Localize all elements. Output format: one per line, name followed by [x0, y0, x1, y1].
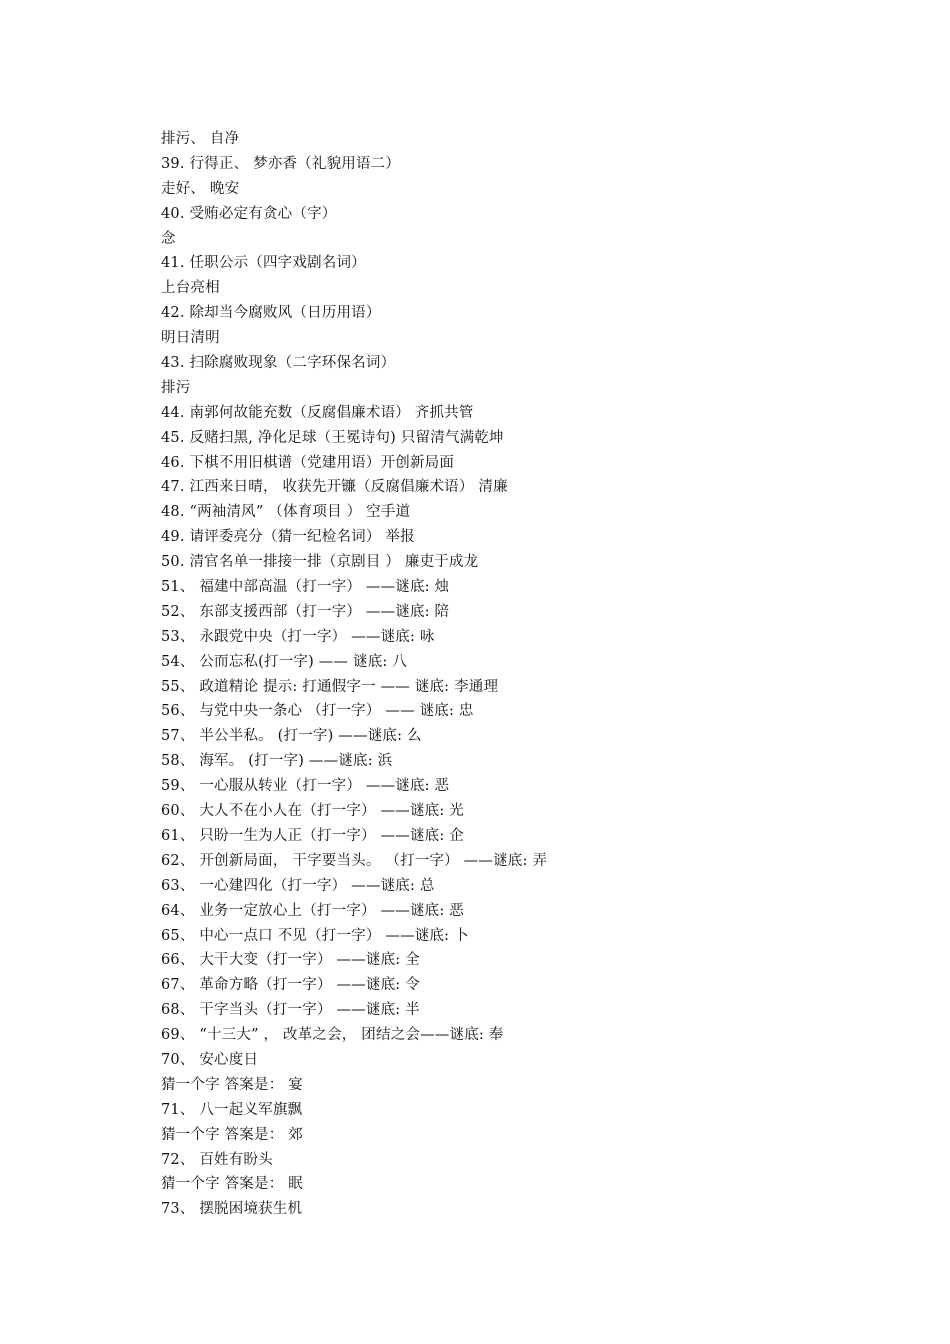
text-line: 念 — [161, 230, 176, 247]
text-line: 排污 — [161, 379, 191, 396]
text-line: 42. 除却当今腐败风（日历用语） — [161, 305, 381, 322]
text-line: 52、 东部支援西部（打一字） ——谜底: 陪 — [161, 603, 450, 620]
text-line: 49. 请评委亮分（猜一纪检名词） 举报 — [161, 529, 415, 546]
text-line: 44. 南郭何故能充数（反腐倡廉术语） 齐抓共管 — [161, 404, 474, 421]
text-line: 57、 半公半私。 (打一字) ——谜底: 么 — [161, 728, 422, 745]
text-line: 71、 八一起义军旗飘 — [161, 1101, 303, 1118]
text-line: 73、 摆脱困境获生机 — [161, 1201, 303, 1218]
text-line: 45. 反赌扫黑, 净化足球（王冕诗句) 只留清气满乾坤 — [161, 429, 504, 446]
text-line: 62、 开创新局面， 干字要当头。 （打一字） ——谜底: 弄 — [161, 852, 548, 869]
text-line: 46. 下棋不用旧棋谱（党建用语）开创新局面 — [161, 454, 455, 471]
text-line: 70、 安心度日 — [161, 1051, 259, 1068]
text-line: 走好、 晚安 — [161, 180, 240, 197]
text-line: 明日清明 — [161, 330, 220, 347]
text-line: 排污、 自净 — [161, 131, 240, 147]
text-line: 60、 大人不在小人在（打一字） ——谜底: 光 — [161, 803, 464, 820]
text-line: 68、 干字当头（打一字） ——谜底: 半 — [161, 1002, 420, 1019]
text-line: 41. 任职公示（四字戏剧名词） — [161, 255, 366, 272]
text-line: 猜一个字 答案是： 郊 — [161, 1126, 303, 1143]
riddle-list — [161, 127, 861, 1222]
text-line: 53、 永跟党中央（打一字） ——谜底: 咏 — [161, 628, 435, 645]
text-line: 43. 扫除腐败现象（二字环保名词） — [161, 355, 396, 372]
text-line: 40. 受贿必定有贪心（字） — [161, 205, 337, 222]
text-line: 猜一个字 答案是： 眠 — [161, 1176, 303, 1193]
text-line: 61、 只盼一生为人正（打一字） ——谜底: 企 — [161, 827, 464, 844]
text-line: 67、 革命方略（打一字） ——谜底: 令 — [161, 977, 420, 994]
text-line: 56、 与党中央一条心 （打一字） —— 谜底: 忠 — [161, 703, 474, 720]
text-line: 66、 大干大变（打一字） ——谜底: 全 — [161, 952, 420, 969]
text-line: 48. “两袖清风” （体育项目 ） 空手道 — [161, 504, 411, 521]
text-line: 65、 中心一点口 不见（打一字） ——谜底: 卜 — [161, 927, 469, 944]
text-line: 63、 一心建四化（打一字） ——谜底: 总 — [161, 877, 435, 894]
text-line: 50. 清官名单一排接一排（京剧目 ） 廉吏于成龙 — [161, 554, 479, 571]
text-line: 猜一个字 答案是： 宴 — [161, 1076, 303, 1093]
text-line: 58、 海军。 (打一字) ——谜底: 浜 — [161, 753, 393, 770]
text-line: 54、 公而忘私(打一字) —— 谜底: 八 — [161, 653, 407, 670]
text-line: 39. 行得正、 梦亦香（礼貌用语二） — [161, 155, 401, 172]
text-line: 72、 百姓有盼头 — [161, 1151, 273, 1168]
text-line: 55、 政道精论 提示: 打通假字一 —— 谜底: 李通理 — [161, 678, 499, 695]
text-line: 47. 江西来日晴， 收获先开镰（反腐倡廉术语） 清廉 — [161, 479, 508, 496]
text-line: 上台亮相 — [161, 280, 220, 297]
text-line: 59、 一心服从转业（打一字） ——谜底: 恶 — [161, 778, 450, 795]
text-line: 51、 福建中部高温（打一字） ——谜底: 烛 — [161, 579, 450, 596]
text-line: 64、 业务一定放心上（打一字） ——谜底: 恶 — [161, 902, 464, 919]
text-line: 69、 “十三大” ， 改革之会， 团结之会——谜底: 奉 — [161, 1027, 504, 1044]
